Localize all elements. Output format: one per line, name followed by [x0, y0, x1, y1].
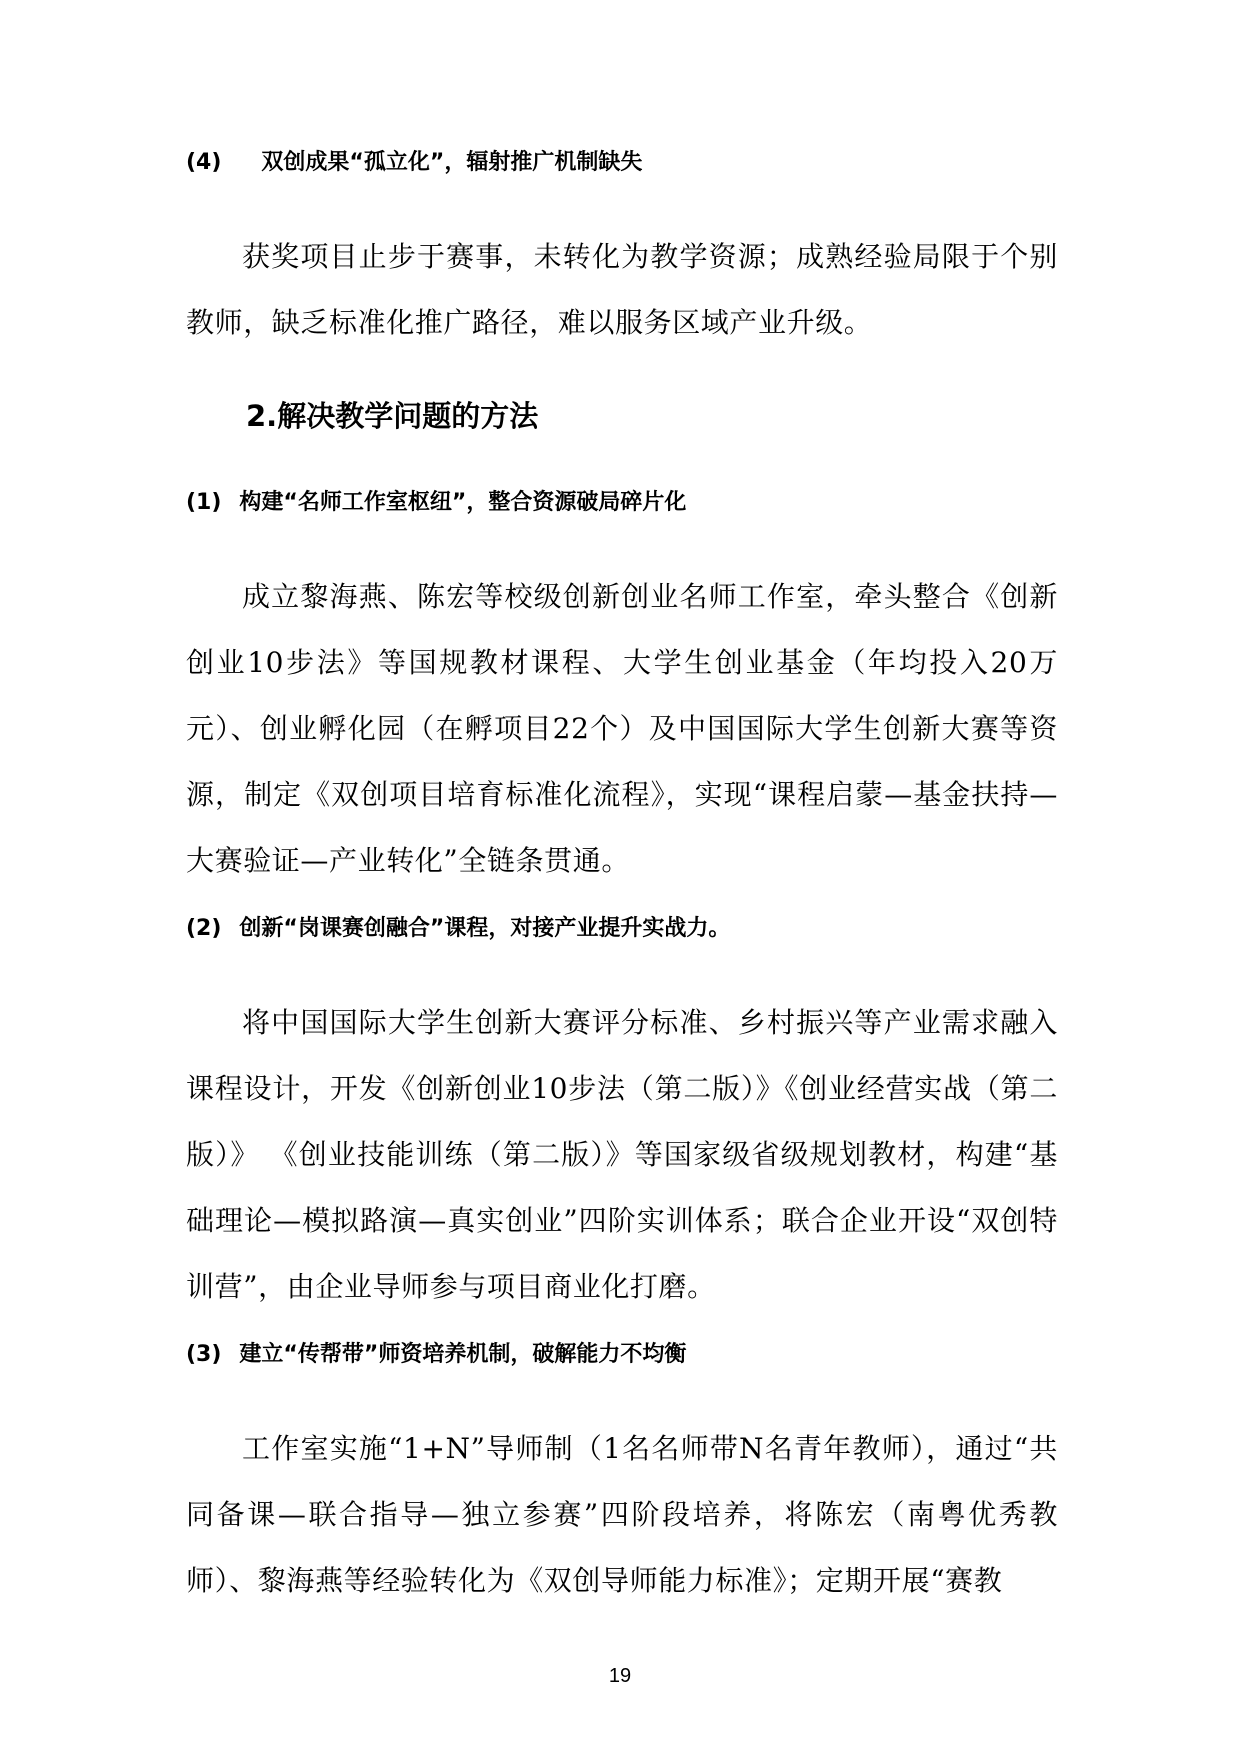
paragraph-method-3: 工作室实施“1+N”导师制（1名名师带N名青年教师），通过“共同备课—联合指导—独立参赛”四阶段培养，将陈宏（南粤优秀教师）、黎海燕等经验转化为《双创导师能力标准》；定期开展“赛教: [186, 1432, 1058, 1597]
section-2-title: 2.解决教学问题的方法: [246, 399, 539, 433]
heading-4: [186, 148, 642, 178]
heading-method-3-number: (3): [186, 1342, 222, 1367]
heading-method-3-text: 建立“传帮带”师资培养机制，破解能力不均衡: [239, 1342, 687, 1367]
paragraph-method-1: 成立黎海燕、陈宏等校级创新创业名师工作室，牵头整合《创新创业10步法》等国规教材课程、大学生创业基金（年均投入20万元）、创业孵化园（在孵项目22个）及中国国际大学生创新大赛等资源，制定《双创项目培育标准化流程》，实现“课程启蒙—基金扶持—大赛验证—产业转化”全链条贯通。: [186, 580, 1058, 877]
page-number: 19: [608, 1665, 632, 1687]
heading-method-1-number: (1): [186, 490, 222, 515]
heading-method-1: [186, 488, 686, 518]
heading-method-3: [186, 1340, 686, 1370]
heading-method-2-text: 创新“岗课赛创融合”课程，对接产业提升实战力。: [239, 916, 731, 941]
heading-method-1-text: 构建“名师工作室枢纽”，整合资源破局碎片化: [239, 490, 687, 515]
paragraph-method-2: 将中国国际大学生创新大赛评分标准、乡村振兴等产业需求融入课程设计，开发《创新创业10步法（第二版）》《创业经营实战（第二版）》 《创业技能训练（第二版）》等国家级省级规划教材，构建“基础理论—模拟路演—真实创业”四阶实训体系；联合企业开设“双创特训营”，由企业导师参与项目商业化打磨。: [186, 1006, 1058, 1303]
heading-4-number: (4): [186, 150, 222, 175]
heading-4-text: 双创成果“孤立化”，辐射推广机制缺失: [261, 150, 643, 175]
paragraph-4: 获奖项目止步于赛事，未转化为教学资源；成熟经验局限于个别教师，缺乏标准化推广路径，难以服务区域产业升级。: [186, 240, 1058, 339]
heading-method-2: [186, 914, 730, 944]
heading-method-2-number: (2): [186, 916, 222, 941]
